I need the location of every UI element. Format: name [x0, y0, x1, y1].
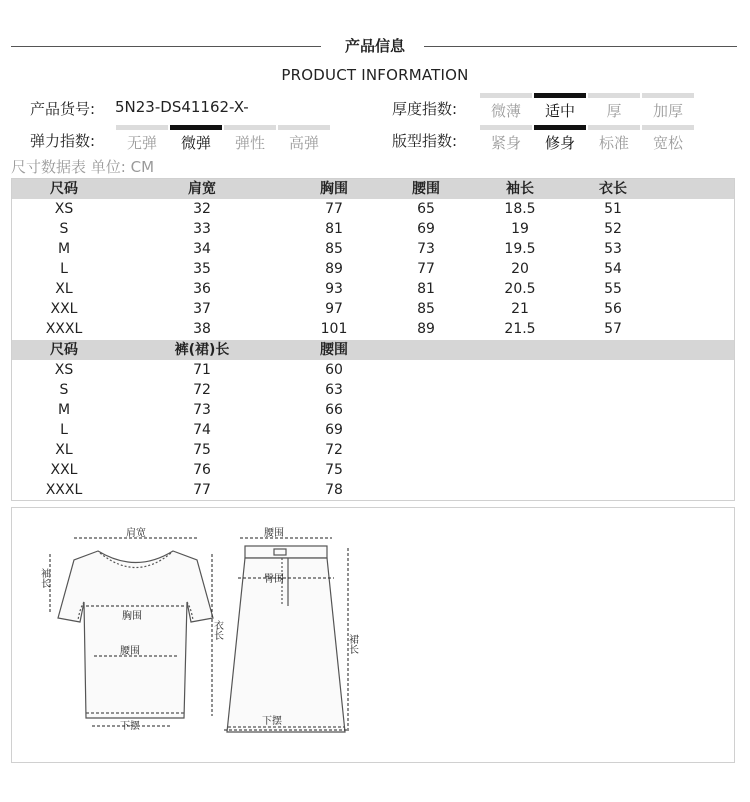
table-cell: XL [55, 281, 73, 297]
table-cell: 81 [417, 281, 435, 297]
table-header-cell: 衣长 [599, 181, 627, 197]
table-header-cell: 袖长 [506, 181, 534, 197]
table-cell: 72 [193, 382, 211, 398]
sleeve-label: 袖长 [38, 568, 50, 588]
table-cell: 72 [325, 442, 343, 458]
fit-label: 版型指数: [392, 132, 458, 150]
shirt-hem-label: 下摆 [120, 721, 140, 732]
elasticity-option: 高弹 [278, 125, 330, 153]
elasticity-option: 弹性 [224, 125, 276, 153]
table-cell: 73 [417, 241, 435, 257]
elasticity-option: 无弹 [116, 125, 168, 153]
table-cell: 19.5 [504, 241, 536, 257]
table-cell: 77 [417, 261, 435, 277]
table-cell: 53 [604, 241, 622, 257]
table-cell: 71 [193, 362, 211, 378]
table-cell: XXL [50, 301, 78, 317]
table-cell: 35 [193, 261, 211, 277]
table-cell: 21 [511, 301, 529, 317]
table-cell: 57 [604, 321, 622, 337]
table-cell: 97 [325, 301, 343, 317]
table-cell: M [57, 241, 71, 257]
table-cell: XL [55, 442, 73, 458]
table-cell: L [60, 261, 68, 277]
tshirt-illustration [58, 551, 213, 718]
table-cell: 76 [193, 462, 211, 478]
sku-value: 5N23-DS41162-X- [115, 98, 249, 116]
table-cell: 21.5 [504, 321, 536, 337]
table-cell: 33 [193, 221, 211, 237]
size-table [11, 178, 735, 501]
table-cell: 69 [325, 422, 343, 438]
table-cell: 89 [325, 261, 343, 277]
table-cell: 101 [320, 321, 348, 337]
size-table-note: 尺寸数据表 单位: CM [11, 158, 155, 176]
table-cell: 77 [325, 201, 343, 217]
table-cell: 66 [325, 402, 343, 418]
page-title-cn: 产品信息 [344, 37, 405, 55]
table-cell: 65 [417, 201, 435, 217]
chest-label: 胸围 [122, 611, 142, 622]
page-title-en: PRODUCT INFORMATION [281, 66, 469, 84]
table-cell: S [59, 382, 69, 398]
header-rule-right [424, 46, 737, 47]
table-header-cell: 尺码 [50, 181, 78, 197]
table-cell: 60 [325, 362, 343, 378]
shoulder-label: 肩宽 [126, 528, 146, 539]
fit-option: 紧身 [480, 125, 532, 153]
table-cell: 75 [325, 462, 343, 478]
table-header-cell: 裤(裙)长 [174, 342, 230, 358]
thickness-scale [480, 93, 696, 121]
table-cell: M [57, 402, 71, 418]
sku-label: 产品货号: [30, 100, 96, 118]
table-cell: 37 [193, 301, 211, 317]
table-cell: XXL [50, 462, 78, 478]
table-cell: 75 [193, 442, 211, 458]
shirt-length-label: 衣长 [211, 620, 223, 640]
table-cell: 56 [604, 301, 622, 317]
thickness-option-selected: 适中 [534, 93, 586, 121]
thickness-option: 厚 [588, 93, 640, 121]
table-cell: XS [54, 201, 74, 217]
table-cell: 73 [193, 402, 211, 418]
table-cell: 77 [193, 482, 211, 498]
measurement-diagram-svg [12, 508, 734, 762]
shirt-waist-label: 腰围 [120, 646, 140, 657]
fit-option-selected: 修身 [534, 125, 586, 153]
table-cell: 93 [325, 281, 343, 297]
thickness-option: 加厚 [642, 93, 694, 121]
table-cell: 69 [417, 221, 435, 237]
table-header-cell: 腰围 [320, 342, 348, 358]
hip-label: 臀围 [264, 574, 284, 585]
table-cell: 89 [417, 321, 435, 337]
skirt-length-label: 裙长 [346, 634, 358, 654]
fit-scale [480, 125, 696, 153]
table-cell: XXXL [45, 482, 83, 498]
fit-option: 标准 [588, 125, 640, 153]
table-cell: 36 [193, 281, 211, 297]
table-cell: S [59, 221, 69, 237]
table-cell: 74 [193, 422, 211, 438]
thickness-label: 厚度指数: [392, 100, 458, 118]
thickness-option: 微薄 [480, 93, 532, 121]
table-cell: 38 [193, 321, 211, 337]
table-cell: 78 [325, 482, 343, 498]
table-cell: 52 [604, 221, 622, 237]
table-cell: L [60, 422, 68, 438]
table-cell: 51 [604, 201, 622, 217]
fit-option: 宽松 [642, 125, 694, 153]
table-header-cell: 胸围 [320, 181, 348, 197]
table-cell: XS [54, 362, 74, 378]
measurement-diagram [11, 507, 735, 763]
table-cell: 55 [604, 281, 622, 297]
skirt-waist-label: 腰围 [264, 528, 284, 539]
table-cell: 81 [325, 221, 343, 237]
table-cell: 18.5 [504, 201, 536, 217]
table-header-cell: 肩宽 [188, 181, 216, 197]
skirt-illustration [227, 546, 345, 732]
elasticity-label: 弹力指数: [30, 132, 96, 150]
table-cell: 20 [511, 261, 529, 277]
elasticity-option-selected: 微弹 [170, 125, 222, 153]
table-cell: 34 [193, 241, 211, 257]
table-cell: 85 [417, 301, 435, 317]
elasticity-scale [116, 125, 332, 153]
table-cell: 85 [325, 241, 343, 257]
table-header-cell: 尺码 [50, 342, 78, 358]
table-cell: 63 [325, 382, 343, 398]
table-cell: 32 [193, 201, 211, 217]
table-cell: 54 [604, 261, 622, 277]
table-header-cell: 腰围 [412, 181, 440, 197]
table-cell: 20.5 [504, 281, 536, 297]
skirt-hem-label: 下摆 [262, 716, 282, 727]
table-cell: 19 [511, 221, 529, 237]
table-cell: XXXL [45, 321, 83, 337]
